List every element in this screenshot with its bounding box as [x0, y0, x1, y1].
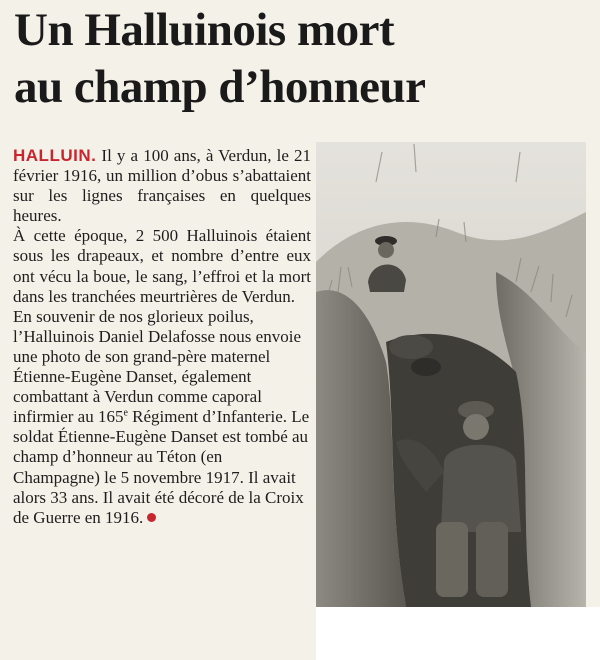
article-body [13, 146, 311, 528]
paragraph-3 [13, 307, 311, 528]
paragraph-1 [13, 146, 311, 226]
headline [14, 2, 594, 116]
paragraph-3-text-a: En souvenir de nos glorieux poilus, l’Halluinois Daniel Delafosse nous envoie une photo de son grand-père maternel Étienne-Eugène Danset, également combattant à Verdun comme caporal infirmier au 165 [13, 306, 301, 427]
end-mark-dot [147, 513, 156, 522]
headline-line-1: Un Halluinois mort [14, 4, 395, 56]
trench-photo [316, 142, 586, 607]
paragraph-1-text: Il y a 100 ans, à Verdun, le 21 février 1916, un million d’obus s’abattaient sur les lignes françaises en quelques heures. [13, 146, 311, 226]
ordinal-suffix: e [123, 407, 128, 419]
blank-corner [316, 607, 600, 660]
dateline-place: HALLUIN. [13, 146, 97, 165]
paragraph-2: À cette époque, 2 500 Halluinois étaient sous les drapeaux, et nombre d’entre eux ont vécu la boue, le sang, l’effroi et la mort dans les tranchées meurtrières de Verdun. [13, 226, 311, 306]
paragraph-3-text-b: Régiment d’Infanterie. Le soldat Étienne-Eugène Danset est tombé au champ d’honneur au Téton (en Champagne) le 5 novembre 1917. Il avait alors 33 ans. Il avait été décoré de la Croix de Guerre en 1916. [13, 407, 310, 527]
headline-line-2: au champ d’honneur [14, 61, 426, 113]
